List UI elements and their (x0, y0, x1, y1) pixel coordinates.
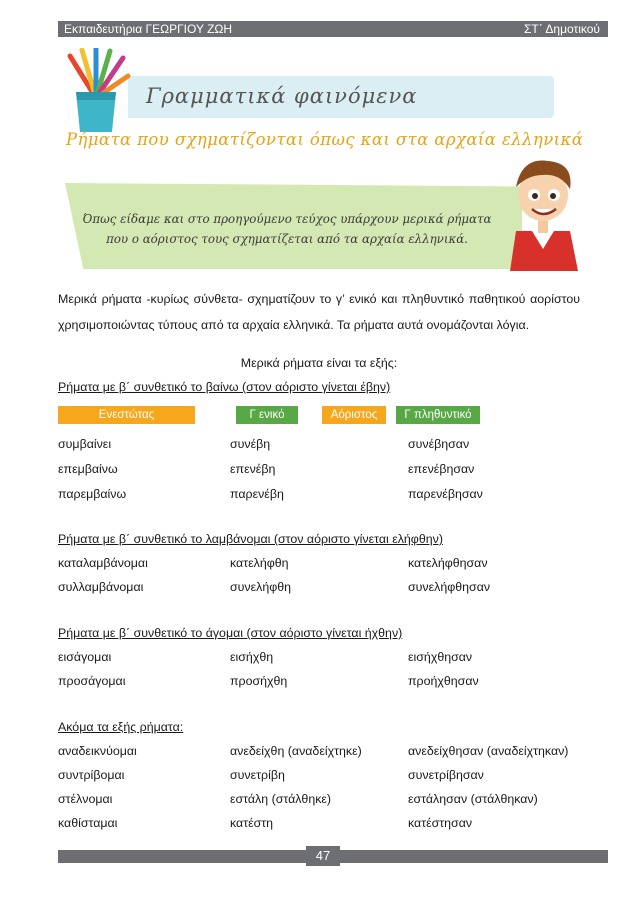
table-cell: συλλαμβάνομαι (58, 580, 144, 594)
section-title-vaino: Ρήματα με β΄ συνθετικό το βαίνω (στον αόριστο γίνεται έβην) (58, 380, 391, 394)
header-third-singular: Γ ενικό (236, 406, 298, 424)
table-cell: στέλνομαι (58, 792, 113, 806)
header-grade: ΣΤ΄ Δημοτικού (523, 22, 600, 36)
header-bar (58, 21, 608, 37)
table-cell: συνέβησαν (408, 437, 470, 451)
header-present: Ενεστώτας (58, 406, 195, 424)
table-cell: επεμβαίνω (58, 462, 118, 476)
boy-illustration-icon (502, 153, 584, 271)
note-text (82, 209, 492, 249)
table-cell: προσήχθη (230, 674, 288, 688)
header-aorist: Αόριστος (322, 406, 386, 424)
table-cell: εισάγομαι (58, 650, 112, 664)
table-cell: εισήχθησαν (408, 650, 473, 664)
table-cell: συμβαίνει (58, 437, 112, 451)
table-cell: παρεμβαίνω (58, 487, 127, 501)
intro-paragraph: Μερικά ρήματα -κυρίως σύνθετα- σχηματίζουν το γ’ ενικό και πληθυντικό παθητικού αορίστου χρησιμοποιώντας τύπους από τα αρχαία ελληνικά. Τα ρήματα αυτά ονομάζονται λόγια. (58, 292, 580, 332)
table-cell: ανεδείχθησαν (αναδείχτηκαν) (408, 744, 569, 758)
table-cell: προήχθησαν (408, 674, 479, 688)
pencil-cup-icon (60, 48, 132, 134)
table-cell: κατελήφθησαν (408, 556, 488, 570)
note-line-2: που ο αόριστος τους σχηματίζεται από τα αρχαία ελληνικά. (106, 232, 468, 246)
section-title-lamvanomai: Ρήματα με β΄ συνθετικό το λαμβάνομαι (στον αόριστο γίνεται ελήφθην) (58, 532, 443, 546)
section-title-agomai: Ρήματα με β΄ συνθετικό το άγομαι (στον αόριστο γίνεται ήχθην) (58, 626, 403, 640)
table-cell: συνελήφθη (230, 580, 292, 594)
table-cell: προσάγομαι (58, 674, 126, 688)
table-cell: παρενέβησαν (408, 487, 483, 501)
table-cell: κατέστη (230, 816, 274, 830)
table-cell: συντρίβομαι (58, 768, 125, 782)
table-cell: εστάλησαν (στάλθηκαν) (408, 792, 538, 806)
table-cell: καταλαμβάνομαι (58, 556, 148, 570)
table-cell: κατελήφθη (230, 556, 289, 570)
page-number: 47 (306, 846, 340, 866)
header-third-plural: Γ πληθυντικό (396, 406, 480, 424)
list-intro: Μερικά ρήματα είναι τα εξής: (240, 356, 398, 370)
note-line-1: Όπως είδαμε και στο προηγούμενο τεύχος υπάρχουν μερικά ρήματα (82, 212, 492, 226)
table-cell: καθίσταμαι (58, 816, 118, 830)
table-cell: επενέβησαν (408, 462, 475, 476)
table-cell: εστάλη (στάλθηκε) (230, 792, 332, 806)
table-cell: συνελήφθησαν (408, 580, 491, 594)
table-cell: εισήχθη (230, 650, 274, 664)
table-cell: επενέβη (230, 462, 276, 476)
banner-title: Γραμματικά φαινόμενα (146, 84, 418, 108)
table-cell: συνετρίβη (230, 768, 285, 782)
table-cell: αναδεικνύομαι (58, 744, 137, 758)
table-cell: ανεδείχθη (αναδείχτηκε) (230, 744, 362, 758)
page-subtitle: Ρήματα που σχηματίζονται όπως και στα αρχαία ελληνικά (66, 130, 584, 149)
table-cell: κατέστησαν (408, 816, 473, 830)
table-cell: συνέβη (230, 437, 271, 451)
section-title-more: Ακόμα τα εξής ρήματα: (58, 720, 184, 734)
table-cell: παρενέβη (230, 487, 284, 501)
header-school: Εκπαιδευτήρια ΓΕΩΡΓΙΟΥ ΖΩΗ (64, 22, 233, 36)
table-cell: συνετρίβησαν (408, 768, 484, 782)
